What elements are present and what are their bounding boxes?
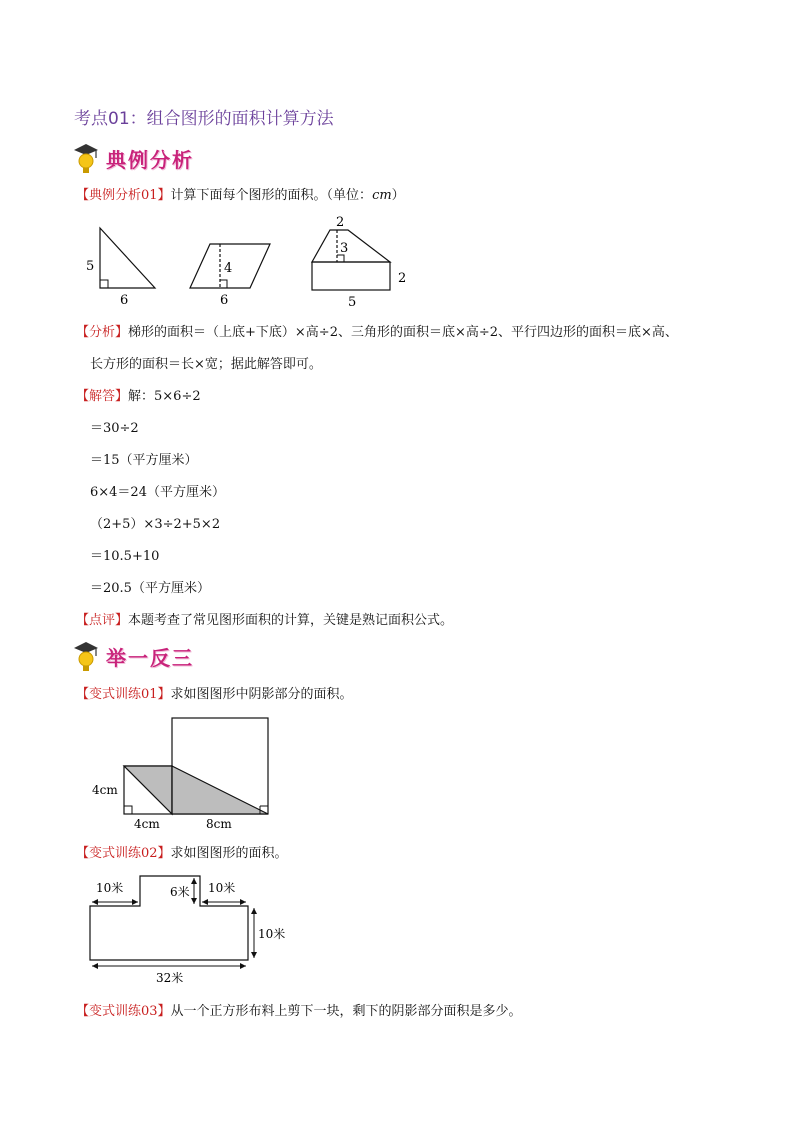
practice-banner bbox=[72, 638, 194, 674]
house-side-label: 2 bbox=[398, 271, 407, 286]
practice-3-tag: 【变式训练03】 bbox=[76, 1004, 171, 1019]
solution-tag: 【解答】 bbox=[76, 389, 129, 404]
parallelogram-height-label: 4 bbox=[224, 261, 233, 276]
practice-2-figure bbox=[84, 868, 294, 988]
shaded-triangle-left bbox=[124, 766, 172, 814]
practice-1-height-label: 4cm bbox=[92, 783, 118, 797]
solution-line-first: 【解答】解：5×6÷2 bbox=[76, 389, 201, 404]
analysis-tag: 【分析】 bbox=[76, 325, 129, 340]
solution-line: ＝10.5+10 bbox=[90, 549, 160, 564]
example-question: 【典例分析01】计算下面每个图形的面积。（单位：cm） bbox=[76, 188, 405, 203]
practice-1-figure bbox=[88, 714, 278, 834]
practice-2-notch-label: 6米 bbox=[170, 885, 190, 899]
triangle-height-label: 5 bbox=[86, 259, 95, 274]
example-figures bbox=[80, 210, 420, 310]
solution-line: ＝20.5（平方厘米） bbox=[90, 581, 210, 596]
solution-line: 6×4＝24（平方厘米） bbox=[90, 485, 225, 500]
house-roof-height-label: 3 bbox=[340, 241, 349, 256]
practice-1-question: 【变式训练01】求如图图形中阴影部分的面积。 bbox=[76, 687, 353, 702]
practice-2-tag: 【变式训练02】 bbox=[76, 846, 171, 861]
parallelogram-base-label: 6 bbox=[220, 293, 229, 308]
analysis-line-1: 【分析】梯形的面积＝（上底+下底）×高÷2、三角形的面积＝底×高÷2、平行四边形的面积＝底×高、 bbox=[76, 325, 678, 340]
shaded-triangle-right bbox=[172, 766, 268, 814]
solution-line: （2+5）×3÷2+5×2 bbox=[90, 517, 221, 532]
practice-3-question: 【变式训练03】从一个正方形布料上剪下一块，剩下的阴影部分面积是多少。 bbox=[76, 1004, 522, 1019]
example-tag: 【典例分析01】 bbox=[76, 188, 171, 203]
solution-line: ＝15（平方厘米） bbox=[90, 453, 198, 468]
practice-2-left-label: 10米 bbox=[96, 881, 124, 895]
practice-2-bottom-label: 32米 bbox=[156, 971, 184, 985]
analysis-line-2: 长方形的面积＝长×宽；据此解答即可。 bbox=[90, 357, 322, 372]
practice-1-base-left-label: 4cm bbox=[134, 817, 160, 831]
practice-1-base-right-label: 8cm bbox=[206, 817, 232, 831]
house-base-label: 5 bbox=[348, 295, 357, 310]
practice-2-height-label: 10米 bbox=[258, 927, 286, 941]
banner-text: 典例分析 bbox=[106, 147, 194, 172]
practice-2-question: 【变式训练02】求如图图形的面积。 bbox=[76, 846, 288, 861]
practice-1-tag: 【变式训练01】 bbox=[76, 687, 171, 702]
comment-line: 【点评】本题考查了常见图形面积的计算，关键是熟记面积公式。 bbox=[76, 613, 454, 628]
scholar-cap-icon bbox=[72, 142, 100, 174]
house-top-label: 2 bbox=[336, 215, 345, 230]
banner-text: 举一反三 bbox=[106, 645, 194, 670]
page-title: 考点01：组合图形的面积计算方法 bbox=[74, 109, 334, 129]
triangle-figure bbox=[100, 228, 155, 288]
solution-line: ＝30÷2 bbox=[90, 421, 139, 436]
scholar-cap-icon bbox=[72, 640, 100, 672]
comment-tag: 【点评】 bbox=[76, 613, 129, 628]
house-figure bbox=[312, 230, 390, 290]
practice-2-right-label: 10米 bbox=[208, 881, 236, 895]
triangle-base-label: 6 bbox=[120, 293, 129, 308]
example-banner bbox=[72, 140, 194, 176]
